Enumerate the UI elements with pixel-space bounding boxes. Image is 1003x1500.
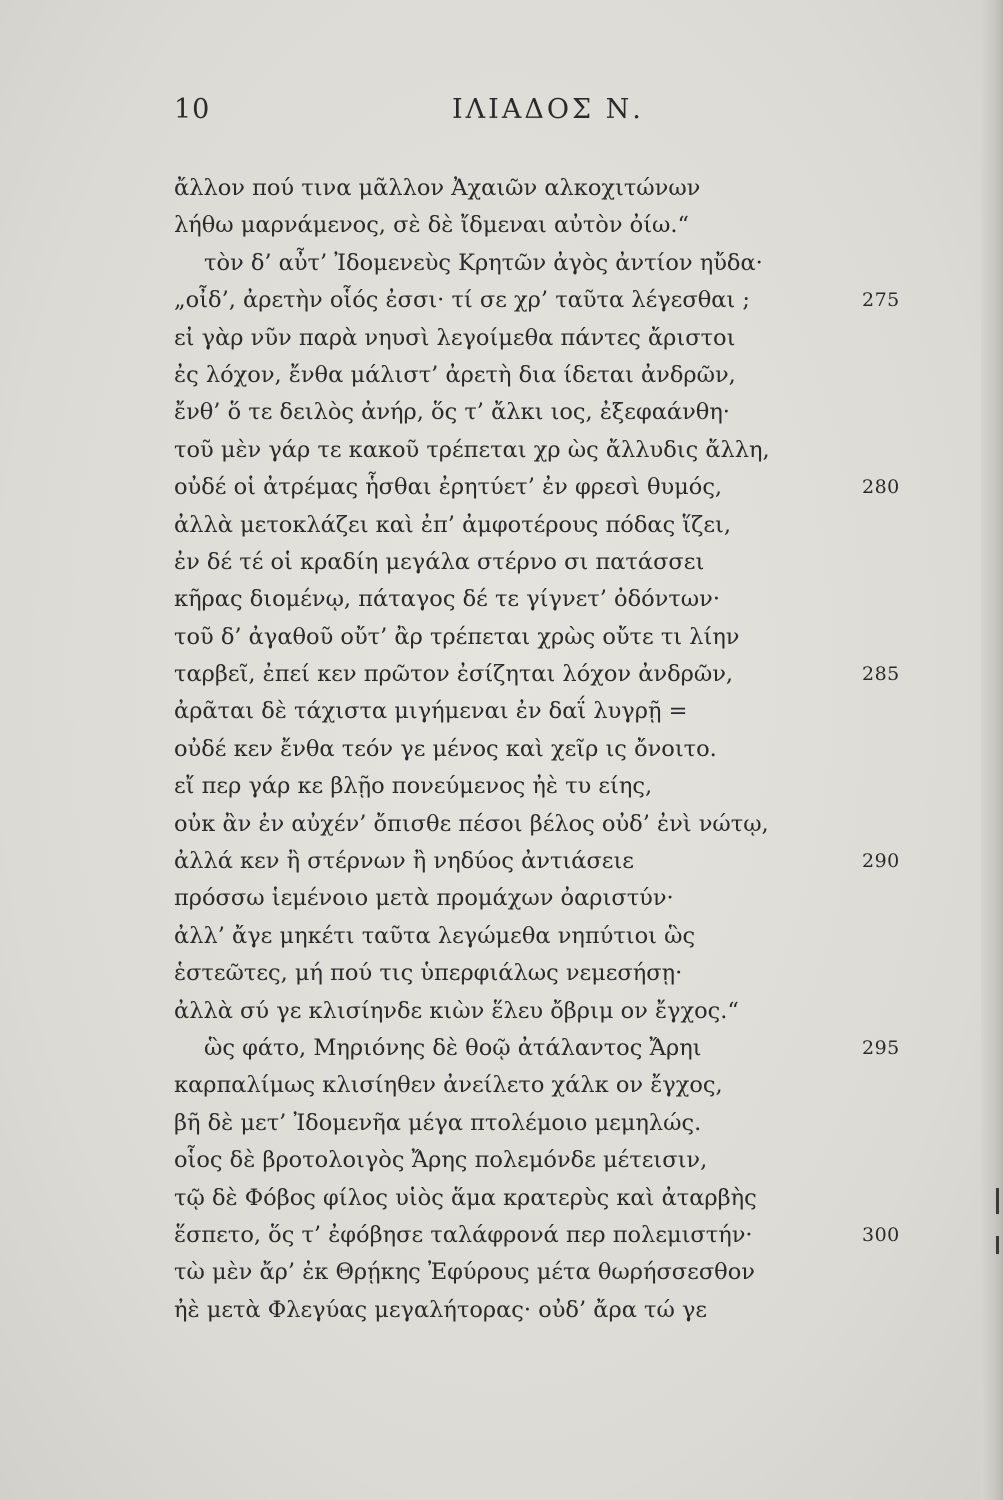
verse-line	[174, 1217, 900, 1254]
verse-text: ἀλλὰ μετοκλάζει καὶ ἐπ’ ἀμφοτέρους πόδας ἵζει,	[174, 511, 731, 538]
verse-text: ἀλλά κεν ἢ στέρνων ἢ νηδύος ἀντιάσειε	[174, 848, 634, 875]
verse-text: ἠὲ μετὰ Φλεγύας μεγαλήτορας· οὐδ’ ἄρα τώ γε	[174, 1296, 708, 1323]
running-title: ΙΛΙΑΔΟΣ Ν.	[452, 94, 644, 125]
verse-line	[174, 656, 900, 693]
page-header	[0, 94, 1003, 138]
verse-line	[174, 768, 864, 805]
verse-text: τὼ μὲν ἄρ’ ἐκ Θρῄκης Ἐφύρους μέτα θωρήσσεσθον	[174, 1259, 755, 1286]
verse-text: εἴ περ γάρ κε βλῇο πονεύμενος ἠὲ τυ είης,	[174, 773, 653, 800]
verse-text: ἐς λόχον, ἔνθα μάλιστ’ ἀρετὴ δια ίδεται ἀνδρῶν,	[174, 361, 736, 388]
verse-line	[174, 507, 864, 544]
verse-line	[174, 843, 900, 880]
verse-text: οἷος δὲ βροτολοιγὸς Ἄρης πολεμόνδε μέτεισιν,	[174, 1147, 708, 1174]
line-number: 285	[862, 663, 900, 686]
verse-text: τοῦ μὲν γάρ τε κακοῦ τρέπεται χρ ὼς ἄλλυδις ἄλλη,	[174, 436, 770, 463]
verse-line	[174, 918, 864, 955]
verse-line	[174, 469, 900, 506]
line-number: 275	[862, 289, 900, 312]
verse-text: ὣς φάτο, Μηριόνης δὲ θοῷ ἀτάλαντος Ἄρηι	[204, 1034, 702, 1061]
verse-line	[174, 1254, 864, 1291]
verse-line	[174, 1180, 864, 1217]
verse-text: καρπαλίμως κλισίηθεν ἀνείλετο χάλκ ον ἔγχος,	[174, 1072, 723, 1099]
verse-line	[174, 693, 864, 730]
verse-line	[174, 731, 864, 768]
verse-line	[174, 207, 864, 244]
verse-text: πρόσσω ἱεμένοιο μετὰ προμάχων ὀαριστύν·	[174, 885, 674, 912]
verse-line	[174, 1292, 864, 1329]
verse-line	[174, 357, 864, 394]
verse-line	[174, 432, 864, 469]
verse-text: ἀλλ’ ἄγε μηκέτι ταῦτα λεγώμεθα νηπύτιοι ὣς	[174, 922, 696, 949]
page-number: 10	[174, 94, 211, 125]
verse-line	[174, 544, 864, 581]
verse-text: ἄλλον πού τινα μᾶλλον Ἀχαιῶν αλκοχιτώνων	[174, 175, 701, 201]
verse-text: ἔνθ’ ὅ τε δειλὸς ἀνήρ, ὅς τ’ ἄλκι ιος, ἐξεφαάνθη·	[174, 399, 730, 426]
verse-text: ἐν δέ τέ οἱ κραδίη μεγάλα στέρνο σι πατάσσει	[174, 548, 705, 575]
verse-text: εἰ γὰρ νῦν παρὰ νηυσὶ λεγοίμεθα πάντες ἄριστοι	[174, 324, 736, 351]
page-edge	[981, 0, 1003, 1500]
poem-text	[174, 170, 900, 1329]
edge-mark	[996, 1188, 999, 1214]
verse-text: τῷ δὲ Φόβος φίλος υἱὸς ἅμα κρατερὺς καὶ ἀταρβὴς	[174, 1184, 757, 1211]
verse-text: „οἶδ’, ἀρετὴν οἷός ἐσσι· τί σε χρ’ ταῦτα λέγεσθαι ;	[174, 287, 750, 314]
line-number: 300	[862, 1223, 900, 1246]
verse-line	[174, 993, 864, 1030]
verse-line	[174, 880, 864, 917]
verse-text: ἑστεῶτες, μή πού τις ὑπερφιάλως νεμεσήσῃ·	[174, 960, 683, 987]
verse-line	[174, 1105, 864, 1142]
verse-line	[174, 1142, 864, 1179]
verse-text: κῆρας διομένῳ, πάταγος δέ τε γίγνετ’ ὀδόντων·	[174, 586, 720, 613]
verse-text: οὐκ ἂν ἐν αὐχέν’ ὄπισθε πέσοι βέλος οὐδ’ ἐνὶ νώτῳ,	[174, 810, 769, 837]
verse-text: ταρβεῖ, ἐπεί κεν πρῶτον ἐσίζηται λόχον ἀνδρῶν,	[174, 661, 734, 688]
verse-text: οὐδέ οἱ ἀτρέμας ἧσθαι ἐρητύετ’ ἐν φρεσὶ θυμός,	[174, 474, 723, 501]
verse-line	[174, 1067, 864, 1104]
verse-line	[174, 581, 864, 618]
verse-line	[174, 619, 864, 656]
line-number: 295	[862, 1036, 900, 1059]
verse-line	[174, 806, 864, 843]
verse-text: τοῦ δ’ ἀγαθοῦ οὔτ’ ἂρ τρέπεται χρὼς οὔτε τι λίην	[174, 623, 740, 650]
verse-text: ἕσπετο, ὅς τ’ ἐφόβησε ταλάφρονά περ πολεμιστήν·	[174, 1221, 753, 1248]
verse-line	[174, 245, 864, 282]
line-number: 280	[862, 476, 900, 499]
verse-line	[174, 1030, 900, 1067]
verse-line	[174, 394, 864, 431]
verse-line	[174, 282, 900, 319]
verse-text: βῆ δὲ μετ’ Ἰδομενῆα μέγα πτολέμοιο μεμηλώς.	[174, 1109, 702, 1136]
verse-text: τὸν δ’ αὖτ’ Ἰδομενεὺς Κρητῶν ἀγὸς ἀντίον ηὔδα·	[204, 249, 763, 276]
line-number: 290	[862, 850, 900, 873]
edge-mark	[996, 1236, 999, 1254]
verse-text: λήθω μαρνάμενος, σὲ δὲ ἴδμεναι αὐτὸν ὀίω.“	[174, 212, 690, 239]
verse-line	[174, 170, 864, 207]
verse-text: ἀλλὰ σύ γε κλισίηνδε κιὼν ἕλευ ὄβριμ ον ἔγχος.“	[174, 997, 739, 1024]
verse-line	[174, 320, 864, 357]
verse-text: ἀρᾶται δὲ τάχιστα μιγήμεναι ἐν δαΐ λυγρῇ =	[174, 698, 688, 725]
verse-line	[174, 955, 864, 992]
verse-text: οὐδέ κεν ἔνθα τεόν γε μένος καὶ χεῖρ ις ὄνοιτο.	[174, 735, 717, 762]
